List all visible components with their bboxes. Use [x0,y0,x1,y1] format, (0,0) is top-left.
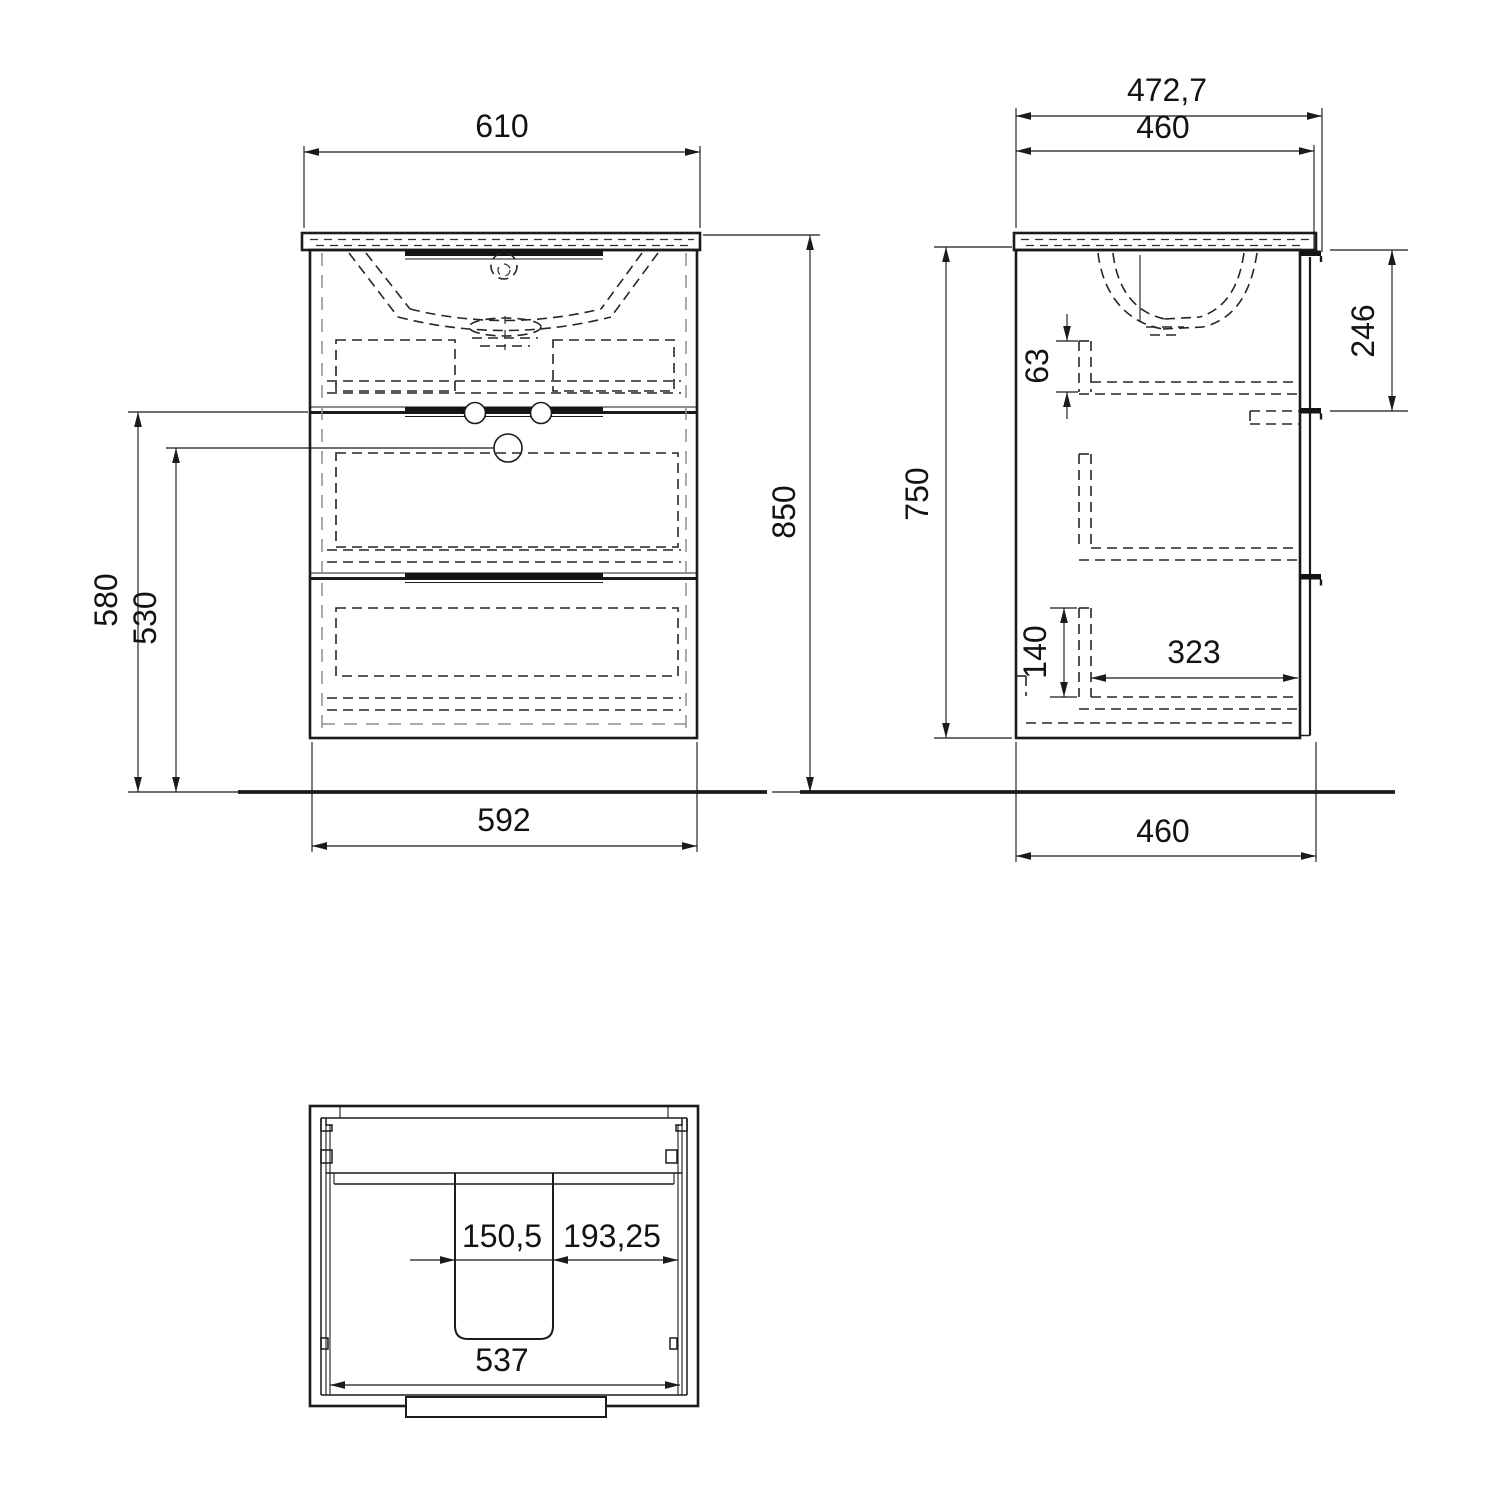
dim-label-140: 140 [1017,625,1053,679]
dim-side-basin-zone [1330,250,1408,411]
dim-front-height-outer [88,412,308,792]
dim-label-537: 537 [475,1342,529,1378]
dim-top-inner-width [330,1342,680,1385]
side-countertop [1014,233,1316,250]
front-countertop-hidden-lines [310,240,694,246]
front-faucet-hole [491,253,517,279]
dim-label-63: 63 [1019,348,1055,384]
top-counter-back-edge [326,1173,682,1184]
dim-side-depth-overall [1016,72,1322,252]
dim-side-depth-top [1016,109,1314,250]
top-siphon-cutout [455,1173,553,1339]
dim-label-323: 323 [1167,634,1221,670]
front-hidden-side-panels [322,253,686,736]
dim-side-gap [1019,314,1078,419]
dim-side-cabinet-height [899,247,1012,738]
top-handle-tab [406,1397,606,1417]
front-cabinet-body [310,250,697,738]
dim-label-246: 246 [1345,304,1381,358]
side-view [800,233,1395,792]
front-basin-hidden-outline [349,253,658,350]
dim-front-height-overall [703,235,820,792]
dim-label-530: 530 [127,591,163,645]
dim-label-193-25: 193,25 [563,1218,661,1254]
front-handle-bars [405,250,603,583]
front-view [238,233,767,792]
side-cabinet-body [1016,250,1300,738]
dim-label-592: 592 [477,802,531,838]
front-hidden-drawer-boxes [322,340,686,724]
front-drawer-dividers [310,407,697,579]
dim-top-cutout-width [410,1218,553,1260]
dim-front-width-top [304,108,700,228]
dim-side-depth-bottom [1016,742,1316,862]
front-countertop [302,233,700,250]
side-hidden-drawer-profiles [1016,341,1300,723]
dim-label-750: 750 [899,467,935,521]
dim-label-460-bottom: 460 [1136,813,1190,849]
side-countertop-hidden-lines [1021,240,1309,246]
dim-label-460-top: 460 [1136,109,1190,145]
dim-top-right-section [553,1218,678,1260]
dim-label-150-5: 150,5 [461,1218,543,1254]
dim-label-472-7: 472,7 [1126,72,1208,108]
dim-front-width-bottom [312,742,697,852]
dim-label-850: 850 [766,485,802,539]
dim-side-inner-depth [1091,634,1298,678]
dim-label-580: 580 [88,573,124,627]
dim-label-610: 610 [475,108,529,144]
side-basin-hidden-profile [1098,253,1257,335]
